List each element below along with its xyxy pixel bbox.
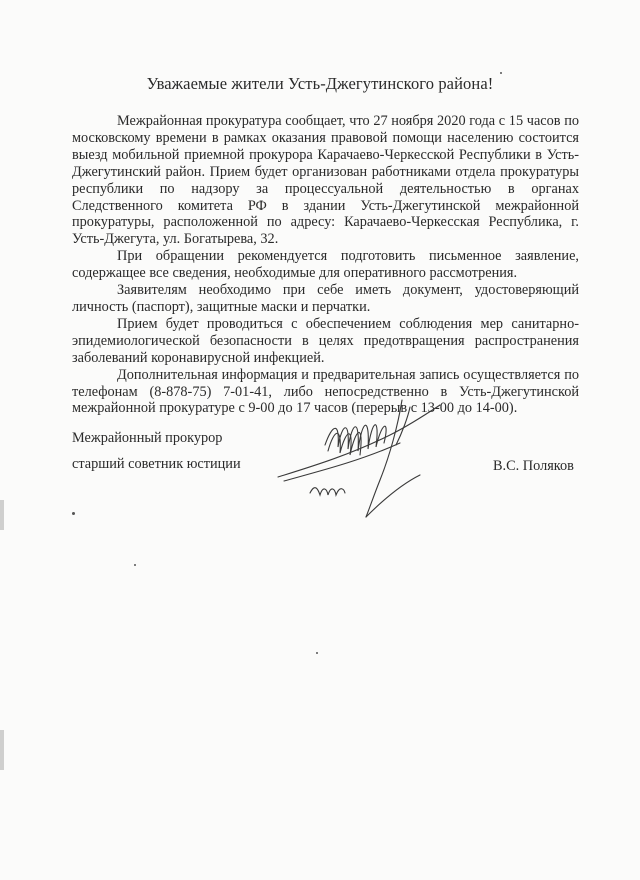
scan-edge-mark (0, 730, 4, 770)
scan-speck (72, 512, 75, 515)
paragraph-contact-info: Дополнительная информация и предварительная запись осуществляется по телефонам (8-878-75) 7-01-41, либо непосредственно в Усть-Джегутинской межрайонной прокуратуре с 9-00 до 17 часов (перерыв с 13-00 до 14-00). (72, 366, 579, 417)
paragraph-visiting-reception: Межрайонная прокуратура сообщает, что 27 ноября 2020 года с 15 часов по московскому времени в рамках оказания правовой помощи населению состоится выезд мобильной приемной прокурора Карачаево-Черкесской Республики в Усть-Джегутинский район. Прием будет организован работниками отдела прокуратуры республики по надзору за процессуальной деятельностью в органах Следственного комитета РФ в здании Усть-Джегутинской межрайонной прокуратуры, расположенной по адресу: Карачаево-Черкесская Республика, г. Усть-Джегута, ул. Богатырева, 32. (72, 113, 579, 248)
signatory-position-line1: Межрайонный прокурор (72, 430, 223, 446)
page-title: Уважаемые жители Усть-Джегутинского района! (146, 74, 494, 93)
signatory-position-line2: старший советник юстиции (72, 455, 241, 472)
scan-speck (500, 72, 502, 74)
handwritten-signature (270, 385, 450, 535)
scan-speck (316, 652, 318, 654)
scan-speck (134, 564, 136, 566)
paragraph-required-documents: Заявителям необходимо при себе иметь документ, удостоверяющий личность (паспорт), защитные маски и перчатки. (72, 282, 579, 315)
signatory-name: В.С. Поляков (493, 458, 574, 474)
paragraph-written-statement: При обращении рекомендуется подготовить письменное заявление, содержащее все сведения, необходимые для оперативного рассмотрения. (72, 248, 579, 282)
scan-edge-mark (0, 500, 4, 530)
signatory-position (72, 430, 241, 473)
notice-body (72, 113, 579, 417)
paragraph-sanitary-measures: Прием будет проводиться с обеспечением соблюдения мер санитарно-эпидемиологической безопасности в целях предотвращения распространения заболеваний коронавирусной инфекцией. (72, 315, 579, 366)
